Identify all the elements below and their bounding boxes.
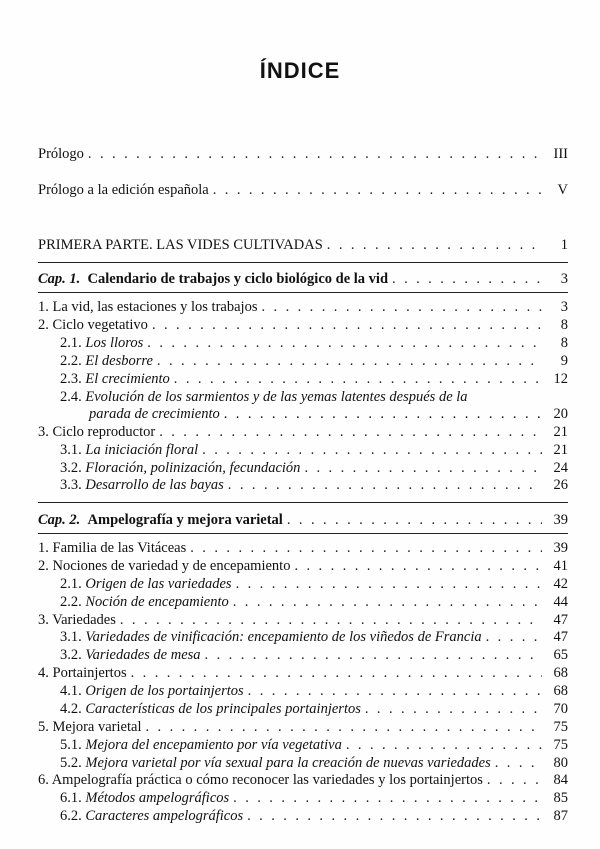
toc-entry[interactable] [60, 594, 568, 611]
toc-number: 2.2. [60, 594, 82, 610]
dot-leader [247, 808, 542, 825]
toc-entry[interactable] [38, 772, 568, 789]
toc-number: 2.1. [60, 576, 82, 592]
toc-entry[interactable] [38, 612, 568, 629]
toc-number: 3.3. [60, 477, 82, 493]
toc-page: 75 [553, 737, 568, 753]
toc-number: 2.4. [60, 389, 82, 405]
dot-leader [224, 406, 542, 423]
toc-entry[interactable] [60, 737, 568, 754]
toc-number: 5.1. [60, 737, 82, 753]
dot-leader [88, 146, 542, 163]
toc-label: Prólogo [38, 146, 84, 162]
divider [38, 502, 568, 503]
toc-label: Noción de encepamiento [85, 594, 229, 610]
toc-number: 6.1. [60, 790, 82, 806]
toc-label: La iniciación floral [85, 442, 199, 458]
page-title: ÍNDICE [259, 58, 341, 83]
toc-label: Variedades [52, 612, 116, 628]
toc-entry-part[interactable] [38, 237, 568, 254]
toc-page: 65 [553, 647, 568, 663]
toc-number: 4. [38, 665, 49, 681]
dot-leader [261, 299, 542, 316]
toc-page: 68 [553, 683, 568, 699]
toc-label: Caracteres ampelográficos [85, 808, 244, 824]
divider [38, 533, 568, 534]
toc-number: 2. [38, 317, 49, 333]
toc-chapter-2[interactable] [38, 512, 568, 529]
dot-leader [248, 683, 542, 700]
dot-leader [205, 647, 542, 664]
toc-entry[interactable] [60, 629, 568, 646]
dot-leader [487, 772, 542, 789]
toc-page: 21 [553, 424, 568, 440]
toc-entry[interactable] [38, 665, 568, 682]
toc-number: 3.1. [60, 629, 82, 645]
toc-entry-prologo-edicion[interactable] [38, 182, 568, 199]
toc-number: 4.1. [60, 683, 82, 699]
toc-page: 70 [553, 701, 568, 717]
toc-number: 3.2. [60, 460, 82, 476]
dot-leader [486, 629, 542, 646]
dot-leader [233, 594, 542, 611]
chapter-number: Cap. 2. [38, 512, 81, 528]
toc-number: 6.2. [60, 808, 82, 824]
chapter-number: Cap. 1. [38, 271, 81, 287]
toc-number: 2.1. [60, 335, 82, 351]
divider [38, 262, 568, 263]
toc-number: 6. [38, 772, 49, 788]
toc-entry-prologo[interactable] [38, 146, 568, 163]
toc-entry[interactable] [38, 317, 568, 334]
dot-leader [152, 317, 542, 334]
toc-entry[interactable] [60, 808, 568, 825]
toc-entry[interactable] [60, 790, 568, 807]
toc-page: 26 [553, 477, 568, 493]
toc-page: 85 [553, 790, 568, 806]
toc-entry[interactable] [60, 353, 568, 370]
toc-page: 84 [553, 772, 568, 788]
dot-leader [147, 335, 542, 352]
toc-page: 12 [553, 371, 568, 387]
toc-number: 3.2. [60, 647, 82, 663]
toc-label: Mejora del encepamiento por vía vegetativa [85, 737, 342, 753]
toc-number: 5. [38, 719, 49, 735]
toc-page: 87 [553, 808, 568, 824]
toc-number: 2.2. [60, 353, 82, 369]
toc-label: La vid, las estaciones y los trabajos [52, 299, 258, 315]
toc-entry[interactable] [60, 576, 568, 593]
dot-leader [120, 612, 542, 629]
toc-label: Mejora varietal por vía sexual para la creación de nuevas variedades [85, 755, 491, 771]
toc-label: Ampelografía práctica o cómo reconocer las variedades y los portainjertos [51, 772, 483, 788]
toc-label: Ciclo vegetativo [52, 317, 148, 333]
toc-entry[interactable] [60, 755, 568, 772]
toc-number: 3. [38, 424, 49, 440]
toc-page: 20 [553, 406, 568, 422]
toc-page: 39 [553, 512, 568, 528]
dot-leader [145, 719, 542, 736]
toc-page: 3 [560, 299, 568, 315]
dot-leader [392, 271, 542, 288]
toc-label: Prólogo a la edición española [38, 182, 209, 198]
toc-number: 2. [38, 558, 49, 574]
toc-entry[interactable] [60, 371, 568, 388]
toc-entry[interactable] [60, 335, 568, 352]
chapter-title: Ampelografía y mejora varietal [87, 512, 283, 528]
toc-number: 3. [38, 612, 49, 628]
toc-page: 24 [553, 460, 568, 476]
toc-page: 8 [560, 317, 568, 333]
toc-label: Evolución de los sarmientos y de las yemas latentes después de la [85, 389, 468, 405]
dot-leader [346, 737, 542, 754]
toc-number: 2.3. [60, 371, 82, 387]
toc-page: 68 [553, 665, 568, 681]
toc-label: Mejora varietal [52, 719, 142, 735]
dot-leader [327, 237, 542, 254]
toc-label: Portainjertos [52, 665, 127, 681]
dot-leader [159, 424, 542, 441]
toc-page: V [557, 182, 568, 198]
chapter-title: Calendario de trabajos y ciclo biológico de la vid [87, 271, 389, 287]
toc-page: 75 [553, 719, 568, 735]
toc-entry[interactable] [60, 647, 568, 664]
toc-page: III [553, 146, 568, 162]
toc-page: 39 [553, 540, 568, 556]
dot-leader [236, 576, 542, 593]
dot-leader [174, 371, 542, 388]
toc-label: El desborre [85, 353, 153, 369]
toc-entry[interactable] [60, 442, 568, 459]
toc-label: Características de los principales portainjertos [85, 701, 361, 717]
dot-leader [202, 442, 542, 459]
toc-label: Desarrollo de las bayas [85, 477, 224, 493]
dot-leader [190, 540, 542, 557]
toc-label: Origen de las variedades [85, 576, 232, 592]
dot-leader [233, 790, 542, 807]
dot-leader [495, 755, 542, 772]
part-label: PRIMERA PARTE. LAS VIDES CULTIVADAS [38, 237, 323, 253]
toc-page: 44 [553, 594, 568, 610]
toc-page: 21 [553, 442, 568, 458]
toc-label: Los lloros [85, 335, 144, 351]
dot-leader [365, 701, 542, 718]
toc-page: 42 [553, 576, 568, 592]
toc-number: 1. [38, 540, 49, 556]
toc-label: Nociones de variedad y de encepamiento [52, 558, 291, 574]
toc-label: El crecimiento [85, 371, 170, 387]
dot-leader [294, 558, 542, 575]
dot-leader [157, 353, 542, 370]
toc-label: Variedades de mesa [85, 647, 201, 663]
toc-label-continued: parada de crecimiento [89, 406, 220, 422]
toc-label: Métodos ampelográficos [85, 790, 230, 806]
toc-number: 3.1. [60, 442, 82, 458]
toc-chapter-1[interactable] [38, 271, 568, 288]
toc-label: Floración, polinización, fecundación [85, 460, 301, 476]
toc-page: 47 [553, 629, 568, 645]
toc-number: 5.2. [60, 755, 82, 771]
toc-page: 1 [560, 237, 568, 253]
dot-leader [228, 477, 542, 494]
toc-entry[interactable] [60, 701, 568, 718]
toc-page: 8 [560, 335, 568, 351]
toc-label: Familia de las Vitáceas [52, 540, 187, 556]
toc-label: Ciclo reproductor [52, 424, 156, 440]
toc-entry[interactable] [38, 424, 568, 441]
toc-page: 47 [553, 612, 568, 628]
toc-entry[interactable] [38, 719, 568, 736]
toc-entry[interactable] [38, 299, 568, 316]
toc-number: 4.2. [60, 701, 82, 717]
toc-number: 1. [38, 299, 49, 315]
toc-page: 9 [560, 353, 568, 369]
toc-page: 41 [553, 558, 568, 574]
dot-leader [131, 665, 542, 682]
toc-page: 3 [560, 271, 568, 287]
toc-label: Origen de los portainjertos [85, 683, 244, 699]
dot-leader [287, 512, 542, 529]
toc-entry[interactable] [60, 683, 568, 700]
toc-entry[interactable] [38, 558, 568, 575]
dot-leader [213, 182, 542, 199]
toc-entry[interactable] [60, 477, 568, 494]
dot-leader [304, 460, 542, 477]
toc-page: 80 [553, 755, 568, 771]
divider [38, 292, 568, 293]
toc-entry[interactable] [60, 460, 568, 477]
toc-entry-wrapped[interactable] [60, 389, 568, 423]
toc-entry[interactable] [38, 540, 568, 557]
toc-label: Variedades de vinificación: encepamiento de los viñedos de Francia [85, 629, 482, 645]
